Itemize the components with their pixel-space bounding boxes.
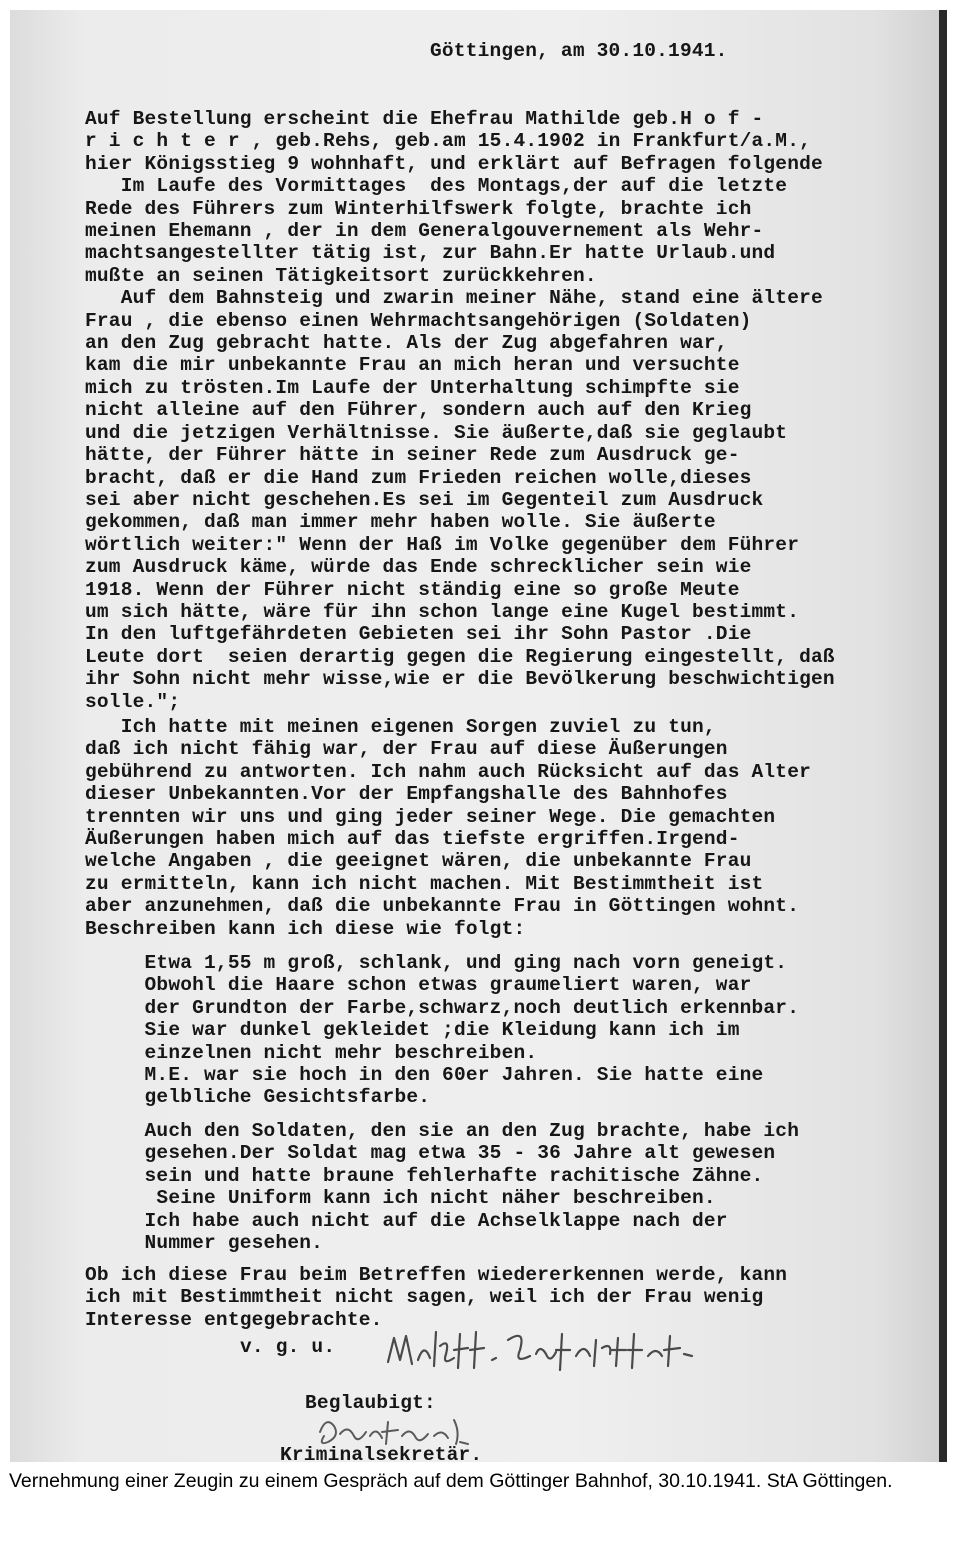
closing-vgu: v. g. u.	[240, 1336, 336, 1358]
witness-signature	[380, 1320, 720, 1380]
statement-paragraph-final: Ob ich diese Frau beim Betreffen wiedererkennen werde, kann ich mit Bestimmtheit nicht sagen, weil ich der Frau wenig Interesse entgegebrachte.	[85, 1264, 788, 1331]
photo-dark-edge	[939, 10, 947, 1462]
document-photo	[10, 10, 947, 1462]
photo-caption: Vernehmung einer Zeugin zu einem Gespräch auf dem Göttinger Bahnhof, 30.10.1941. StA Göttingen.	[9, 1470, 893, 1492]
description-of-soldier: Auch den Soldaten, den sie an den Zug brachte, habe ich gesehen.Der Soldat mag etwa 35 - 36 Jahre alt gewesen sein und hatte braune fehlerhafte rachitische Zähne. Seine Uniform kann ich nicht näher beschreiben. Ich habe auch nicht auf die Achselklappe nach der Nummer gesehen.	[144, 1120, 800, 1255]
dateline: Göttingen, am 30.10.1941.	[430, 40, 728, 62]
statement-paragraph-2: Ich hatte mit meinen eigenen Sorgen zuviel zu tun, daß ich nicht fähig war, der Frau auf diese Äußerungen gebührend zu antworten. Ich nahm auch Rücksicht auf das Alter dieser Unbekannten.Vor der Empfangshalle des Bahnhofes trennten wir uns und ging jeder seiner Wege. Die gemachten Äußerungen haben mich auf das tiefste ergriffen.Irgend- welche Angaben , die geeignet wären, die unbekannte Frau zu ermitteln, kann ich nicht machen. Mit Bestimmtheit ist aber anzunehmen, daß die unbekannte Frau in Göttingen wohnt. Beschreiben kann ich diese wie folgt:	[85, 716, 812, 940]
certification-label: Beglaubigt:	[305, 1392, 436, 1414]
statement-paragraph-1: Auf Bestellung erscheint die Ehefrau Mathilde geb.H o f - r i c h t e r , geb.Rehs, geb.am 15.4.1902 in Frankfurt/a.M., hier Königsstieg 9 wohnhaft, und erklärt auf Befragen folgende Im Laufe des Vormittages des Montags,der auf die letzte Rede des Führers zum Winterhilfswerk folgte, brachte ich meinen Ehemann , der in dem Generalgouvernement als Wehr- machtsangestellter tätig ist, zur Bahn.Er hatte Urlaub.und mußte an seinen Tätigkeitsort zurückkehren. Auf dem Bahnsteig und zwarin meiner Nähe, stand eine ältere Frau , die ebenso einen Wehrmachtsangehörigen (Soldaten) an den Zug gebracht hatte. Als der Zug abgefahren war, kam die mir unbekannte Frau an mich heran und versuchte mich zu trösten.Im Laufe der Unterhaltung schimpfte sie nicht alleine auf den Führer, sondern auch auf den Krieg und die jetzigen Verhältnisse. Sie äußerte,daß sie geglaubt hätte, der Führer hätte in seiner Rede zum Ausdruck ge- bracht, daß er die Hand zum Frieden reichen wolle,dieses sei aber nicht geschehen.Es sei im Gegenteil zum Ausdruck gekommen, daß man immer mehr haben wolle. Sie äußerte wörtlich weiter:" Wenn der Haß im Volke gegenüber dem Führer zum Ausdruck käme, würde das Ende schrecklicher sein wie 1918. Wenn der Führer nicht ständig eine so große Meute um sich hätte, wäre für ihn schon lange eine Kugel bestimmt. In den luftgefährdeten Gebieten sei ihr Sohn Pastor .Die Leute dort seien derartig gegen die Regierung eingestellt, daß ihr Sohn nicht mehr wisse,wie er die Bevölkerung beschwichtigen solle.";	[85, 108, 835, 713]
official-title: Kriminalsekretär.	[280, 1444, 483, 1462]
description-of-woman: Etwa 1,55 m groß, schlank, und ging nach vorn geneigt. Obwohl die Haare schon etwas graumeliert waren, war der Grundton der Farbe,schwarz,noch deutlich erkennbar. Sie war dunkel gekleidet ;die Kleidung kann ich im einzelnen nicht mehr beschreiben. M.E. war sie hoch in den 60er Jahren. Sie hatte eine gelbliche Gesichtsfarbe.	[144, 952, 800, 1109]
